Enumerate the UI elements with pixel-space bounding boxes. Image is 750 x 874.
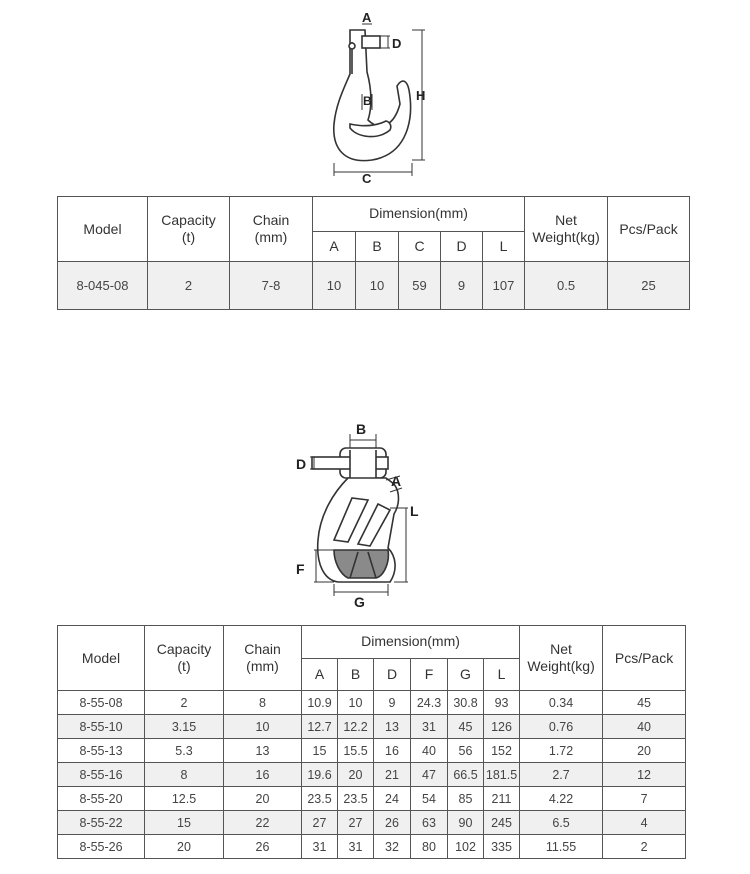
cell-dim-f: 54 bbox=[411, 787, 448, 811]
cell-dim-a: 31 bbox=[302, 835, 338, 859]
label-h: H bbox=[416, 88, 426, 103]
table-row bbox=[58, 715, 686, 739]
cell-pcs-pack: 25 bbox=[608, 262, 690, 310]
label-b: B bbox=[356, 421, 367, 437]
label-b: B bbox=[363, 94, 372, 108]
header-dim-d: D bbox=[441, 231, 483, 261]
cell-dim-g: 102 bbox=[448, 835, 484, 859]
header-chain-text: Chain (mm) bbox=[244, 641, 281, 674]
cell-dim-g: 45 bbox=[448, 715, 484, 739]
cell-dim-a: 15 bbox=[302, 739, 338, 763]
cell-dim-l: 107 bbox=[483, 262, 525, 310]
label-a: A bbox=[391, 473, 402, 489]
cell-dim-g: 85 bbox=[448, 787, 484, 811]
cell-net-weight: 11.55 bbox=[520, 835, 603, 859]
cell-pcs-pack: 12 bbox=[603, 763, 686, 787]
cell-dim-f: 80 bbox=[411, 835, 448, 859]
header-dim-l: L bbox=[483, 231, 525, 261]
cell-chain: 10 bbox=[224, 715, 302, 739]
cell-dim-d: 32 bbox=[374, 835, 411, 859]
cell-pcs-pack: 7 bbox=[603, 787, 686, 811]
cell-net-weight: 0.76 bbox=[520, 715, 603, 739]
cell-dim-d: 26 bbox=[374, 811, 411, 835]
cell-dim-b: 23.5 bbox=[338, 787, 374, 811]
cell-chain: 16 bbox=[224, 763, 302, 787]
header-net-weight-text: Net Weight(kg) bbox=[527, 641, 595, 674]
header-model: Model bbox=[58, 197, 148, 262]
cell-model: 8-55-26 bbox=[58, 835, 145, 859]
table-row bbox=[58, 835, 686, 859]
header-dim-f: F bbox=[411, 658, 448, 691]
cell-dim-g: 30.8 bbox=[448, 691, 484, 715]
cell-dim-f: 31 bbox=[411, 715, 448, 739]
cell-model: 8-55-13 bbox=[58, 739, 145, 763]
label-d: D bbox=[296, 456, 307, 472]
cell-dim-b: 10 bbox=[356, 262, 399, 310]
header-dim-a: A bbox=[302, 658, 338, 691]
cell-dim-a: 10.9 bbox=[302, 691, 338, 715]
cell-dim-a: 19.6 bbox=[302, 763, 338, 787]
cell-net-weight: 0.34 bbox=[520, 691, 603, 715]
cell-chain: 26 bbox=[224, 835, 302, 859]
cell-pcs-pack: 4 bbox=[603, 811, 686, 835]
label-d: D bbox=[392, 36, 402, 51]
cell-dim-a: 23.5 bbox=[302, 787, 338, 811]
cell-dim-l: 211 bbox=[484, 787, 520, 811]
cell-dim-f: 24.3 bbox=[411, 691, 448, 715]
cell-model: 8-55-10 bbox=[58, 715, 145, 739]
spec-table-1 bbox=[57, 196, 690, 310]
cell-net-weight: 0.5 bbox=[525, 262, 608, 310]
cell-capacity: 8 bbox=[145, 763, 224, 787]
cell-capacity: 2 bbox=[148, 262, 230, 310]
spec-table-2 bbox=[57, 625, 686, 859]
cell-dim-b: 12.2 bbox=[338, 715, 374, 739]
cell-dim-b: 27 bbox=[338, 811, 374, 835]
cell-dim-g: 90 bbox=[448, 811, 484, 835]
label-a: A bbox=[362, 10, 372, 25]
header-chain-text: Chain (mm) bbox=[252, 212, 290, 245]
cell-capacity: 3.15 bbox=[145, 715, 224, 739]
header-capacity bbox=[145, 626, 224, 691]
header-chain bbox=[224, 626, 302, 691]
header-dim-a: A bbox=[313, 231, 356, 261]
header-dimension: Dimension(mm) bbox=[313, 197, 525, 232]
cell-chain: 7-8 bbox=[230, 262, 313, 310]
cell-dim-g: 66.5 bbox=[448, 763, 484, 787]
header-dim-b: B bbox=[338, 658, 374, 691]
header-dim-c: C bbox=[399, 231, 441, 261]
header-chain bbox=[230, 197, 313, 262]
cell-chain: 22 bbox=[224, 811, 302, 835]
cell-dim-f: 63 bbox=[411, 811, 448, 835]
cell-capacity: 12.5 bbox=[145, 787, 224, 811]
cell-pcs-pack: 20 bbox=[603, 739, 686, 763]
table-row bbox=[58, 262, 690, 310]
table-row bbox=[58, 811, 686, 835]
cell-pcs-pack: 40 bbox=[603, 715, 686, 739]
cell-model: 8-55-16 bbox=[58, 763, 145, 787]
cell-dim-f: 40 bbox=[411, 739, 448, 763]
cell-dim-a: 27 bbox=[302, 811, 338, 835]
hook-diagram-1 bbox=[320, 8, 440, 186]
label-l: L bbox=[410, 503, 419, 519]
cell-capacity: 5.3 bbox=[145, 739, 224, 763]
header-net-weight bbox=[525, 197, 608, 262]
cell-model: 8-55-08 bbox=[58, 691, 145, 715]
header-pcs-pack: Pcs/Pack bbox=[608, 197, 690, 262]
cell-capacity: 15 bbox=[145, 811, 224, 835]
cell-dim-b: 10 bbox=[338, 691, 374, 715]
cell-dim-l: 93 bbox=[484, 691, 520, 715]
label-g: G bbox=[354, 594, 365, 610]
cell-model: 8-045-08 bbox=[58, 262, 148, 310]
cell-dim-b: 20 bbox=[338, 763, 374, 787]
cell-dim-b: 15.5 bbox=[338, 739, 374, 763]
cell-dim-l: 181.5 bbox=[484, 763, 520, 787]
cell-dim-l: 335 bbox=[484, 835, 520, 859]
cell-model: 8-55-22 bbox=[58, 811, 145, 835]
cell-chain: 8 bbox=[224, 691, 302, 715]
cell-dim-a: 12.7 bbox=[302, 715, 338, 739]
header-pcs-pack: Pcs/Pack bbox=[603, 626, 686, 691]
cell-chain: 20 bbox=[224, 787, 302, 811]
table-row bbox=[58, 763, 686, 787]
header-dim-g: G bbox=[448, 658, 484, 691]
cell-dim-l: 152 bbox=[484, 739, 520, 763]
cell-dim-a: 10 bbox=[313, 262, 356, 310]
cell-dim-d: 16 bbox=[374, 739, 411, 763]
cell-dim-l: 126 bbox=[484, 715, 520, 739]
label-c: C bbox=[362, 171, 372, 186]
cell-net-weight: 2.7 bbox=[520, 763, 603, 787]
cell-pcs-pack: 45 bbox=[603, 691, 686, 715]
cell-net-weight: 6.5 bbox=[520, 811, 603, 835]
cell-dim-b: 31 bbox=[338, 835, 374, 859]
cell-dim-g: 56 bbox=[448, 739, 484, 763]
cell-capacity: 20 bbox=[145, 835, 224, 859]
header-dim-d: D bbox=[374, 658, 411, 691]
cell-net-weight: 4.22 bbox=[520, 787, 603, 811]
cell-model: 8-55-20 bbox=[58, 787, 145, 811]
header-capacity-text: Capacity (t) bbox=[161, 212, 216, 245]
cell-dim-d: 9 bbox=[441, 262, 483, 310]
table-row bbox=[58, 787, 686, 811]
header-dimension: Dimension(mm) bbox=[302, 626, 520, 659]
cell-dim-d: 9 bbox=[374, 691, 411, 715]
table-row bbox=[58, 691, 686, 715]
cell-dim-d: 13 bbox=[374, 715, 411, 739]
cell-dim-l: 245 bbox=[484, 811, 520, 835]
table-row bbox=[58, 739, 686, 763]
cell-capacity: 2 bbox=[145, 691, 224, 715]
header-net-weight-text: Net Weight(kg) bbox=[532, 212, 600, 245]
cell-dim-d: 24 bbox=[374, 787, 411, 811]
cell-pcs-pack: 2 bbox=[603, 835, 686, 859]
cell-dim-c: 59 bbox=[399, 262, 441, 310]
hook-diagram-2 bbox=[290, 420, 430, 610]
cell-net-weight: 1.72 bbox=[520, 739, 603, 763]
header-model: Model bbox=[58, 626, 145, 691]
header-capacity bbox=[148, 197, 230, 262]
cell-chain: 13 bbox=[224, 739, 302, 763]
header-capacity-text: Capacity (t) bbox=[156, 641, 212, 674]
cell-dim-d: 21 bbox=[374, 763, 411, 787]
header-net-weight bbox=[520, 626, 603, 691]
header-dim-b: B bbox=[356, 231, 399, 261]
label-f: F bbox=[296, 561, 305, 577]
cell-dim-f: 47 bbox=[411, 763, 448, 787]
header-dim-l: L bbox=[484, 658, 520, 691]
